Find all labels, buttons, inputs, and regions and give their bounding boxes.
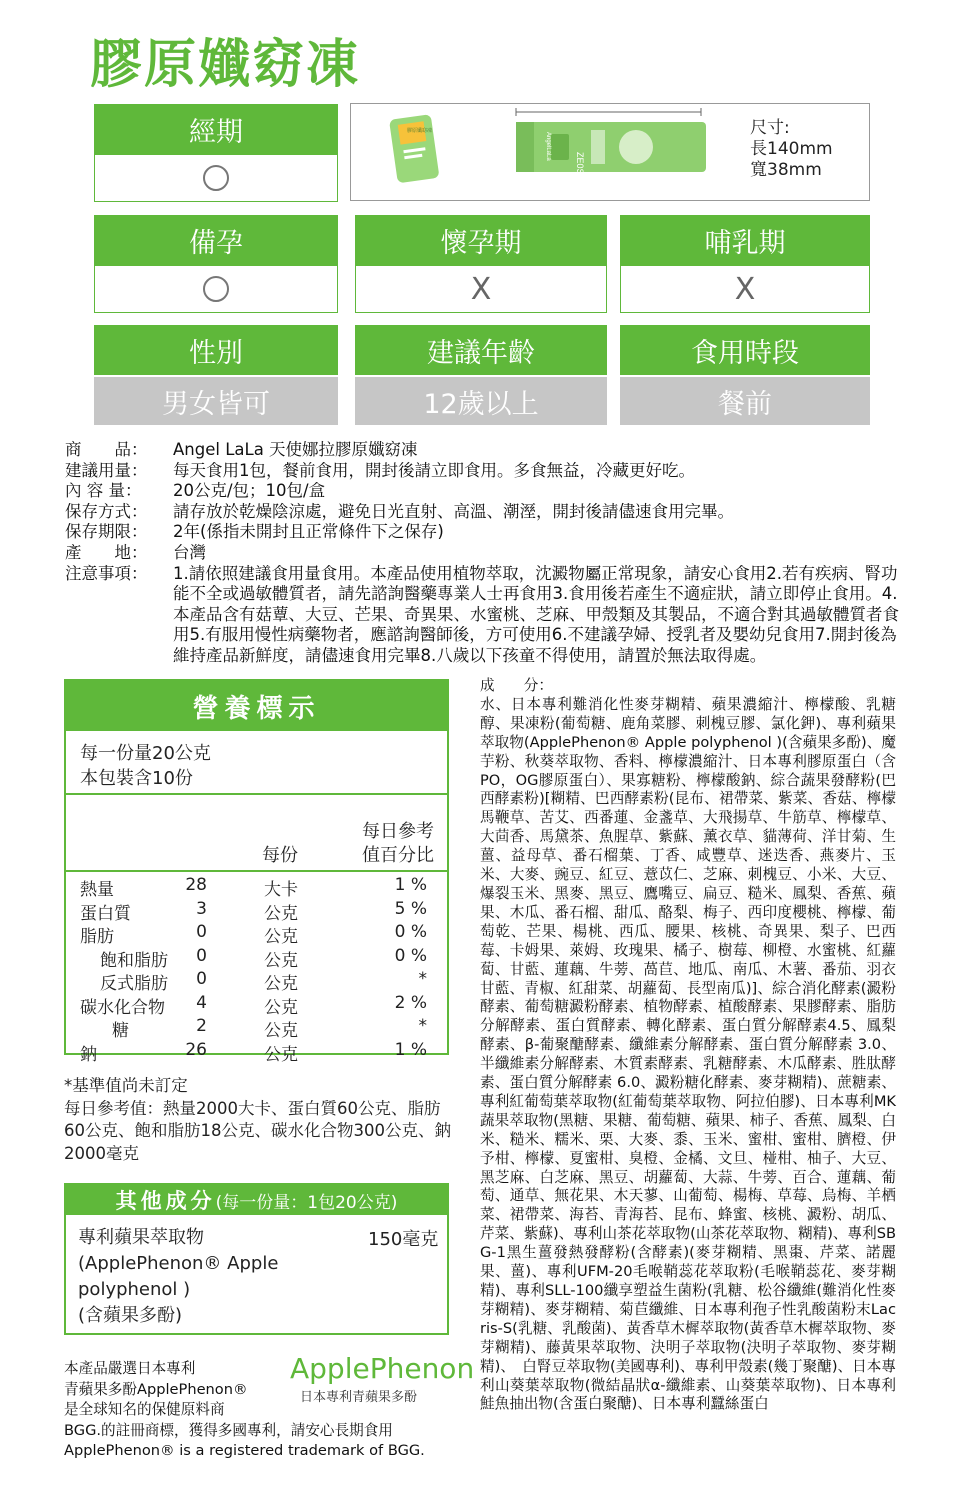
applephenon-logo-subtitle: 日本專利青蘋果多酚 (300, 1390, 418, 1405)
applephenon-logo: ApplePhenon (290, 1352, 475, 1385)
pregnancy-label: 懷孕期 (355, 215, 607, 265)
size-length: 長140mm (750, 139, 833, 159)
jelly-pouch-shape (516, 122, 706, 172)
pregnancy-value: X (355, 265, 607, 313)
other-ingredients-table (64, 1183, 449, 1335)
product-info (65, 440, 905, 667)
size-width: 寬38mm (750, 160, 822, 180)
info-row-product: 商 品： Angel LaLa 天使娜拉膠原孅窈凍 (65, 440, 418, 459)
col-daily-1: 每日參考 (362, 821, 434, 842)
nutrition-row: 飽和脂肪 0 公克 0 % (100, 945, 427, 971)
timing-value: 餐前 (620, 377, 870, 425)
stick-label-text: 膠原孅窈凍 (407, 128, 433, 134)
nutrition-notes (64, 1075, 459, 1165)
nutrition-row: 脂肪 0 公克 0 % (80, 922, 427, 947)
package-name-text: ZE0S (575, 152, 585, 175)
servings-per-package: 本包裝含10份 (80, 768, 193, 789)
package-brand-text: AngelLaLa (545, 132, 551, 161)
size-info (750, 118, 833, 181)
nutrition-row: 蛋白質 3 公克 5 % (80, 898, 427, 924)
nutrition-row: 碳水化合物 4 公克 2 % (80, 992, 427, 1018)
lactation-label: 哺乳期 (620, 215, 870, 265)
other-title: 其他成分 (每一份量：1包20公克) (66, 1185, 447, 1215)
page-title: 膠原孅窈凍 (90, 35, 361, 95)
gender-value: 男女皆可 (94, 377, 338, 425)
ingredients-text: 水、日本專利難消化性麥芽糊精、蘋果濃縮汁、檸檬酸、乳糖醇、果凍粉(葡萄糖、鹿角菜膠、刺槐豆膠、氯化鉀)、專利蘋果萃取物(ApplePhenon® Apple polyphenol )(含蘋果多酚)、魔芋粉、秋葵萃取物、香料、檸檬濃縮汁、日本專利膠原蛋白（含PO，OG膠原蛋白）、果寡糖粉、檸檬酸鈉、綜合蔬果發酵粉(巴西酵素粉)[糊精、巴西酵素粉(昆布、裙帶菜、紫菜、香菇、檸檬馬鞭草、苦艾、西番蓮、金盞草、大飛揚草、牛筋草、檸檬草、大茴香、馬黛茶、魚腥草、紫蘇、薰衣草、貓薄荷、洋甘菊、生薑、益母草、番石榴葉、丁香、咸豐草、迷迭香、燕麥片、玉米、大麥、豌豆、紅豆、薏苡仁、芝麻、刺槐豆、小米、大豆、爆裂玉米、黑麥、黑豆、鷹嘴豆、扁豆、糙米、鳳梨、香蕉、蘋果、木瓜、番石榴、甜瓜、酪梨、梅子、西印度櫻桃、檸檬、葡萄乾、芒果、楊桃、西瓜、腰果、核桃、奇異果、梨子、巴西莓、卡姆果、萊姆、玫瑰果、橘子、樹莓、柳橙、水蜜桃、紅蘿蔔、甘藍、蓮藕、牛蒡、萵苣、地瓜、南瓜、木薯、番茄、羽衣甘藍、青椒、紅甜菜、胡蘿蔔、長型南瓜)]、綜合消化酵素(澱粉酵素、葡萄糖澱粉酵素、植物酵素、植酸酵素、果膠酵素、脂肪分解酵素、蛋白質酵素、轉化酵素、蛋白質分解酵素4.5、鳳梨酵素、β-葡聚醣酵素、纖維素分解酵素、蛋白質分解酵素 3.0、半纖維素分解酵素、木質素酵素、乳糖酵素、木瓜酵素、胜肽酵素、蛋白質分解酵素 6.0、澱粉糖化酵素、麥芽糊精)、蔗糖素、專利紅葡萄葉萃取物(紅葡萄葉萃取物、阿拉伯膠)、日本專利MK蔬果萃取物(黑糖、果糖、葡萄糖、蘋果、柿子、香蕉、鳳梨、白米、糙米、糯米、栗、大麥、黍、玉米、蜜柑、蜜柑、臍橙、伊予柑、檸檬、夏蜜柑、臭橙、金橘、文旦、椪柑、柚子、大豆、黑芝麻、白芝麻、黑豆、胡蘿蔔、大蒜、牛蒡、百合、蓮藕、葡萄、通草、無花果、木天蓼、山葡萄、楊梅、草莓、烏梅、羊栖菜、裙帶菜、海苔、青海苔、昆布、蜂蜜、核桃、澱粉、胡瓜、芹菜、紫蘇)、專利山茶花萃取物(山茶花萃取物、糊精)、專利SBG-1黑生薑發熱發酵粉(含酵素)(麥芽糊精、黑棗、芹菜、諾麗果、薑)、專利UFM-20毛喉鞘蕊花萃取粉(毛喉鞘蕊花、麥芽糊精)、專利SLL-100纖享塑益生菌粉(乳糖、松谷纖維(難消化性麥芽糊精)、麥芽糊精、菊苣纖維、日本專利孢子性乳酸菌粉末Lacris-S(乳糖、乳酸菌)、黃香草木樨萃取物(黃香草木樨萃取物、麥芽糊精)、藤黃果萃取物、決明子萃取物(決明子萃取物、麥芽糊精)、 白腎豆萃取物(美國專利)、專利甲殼素(幾丁聚醣)、日本專利山葵葉萃取物(微結晶狀α-纖維素、山葵葉萃取物)、日本專利鮭魚抽出物(含蛋白聚醣)、日本專利蠶絲蛋白 (480, 695, 896, 1413)
applephenon-note: 本產品嚴選日本專利 青蘋果多酚ApplePhenon® 是全球知名的保健原料商 BGG.的註冊商標，獲得多國專利，請安心長期食用 ApplePhenon® is a registered trademark of BGG. (64, 1360, 425, 1459)
nutrition-row: 反式脂肪 0 公克 * (100, 969, 427, 994)
info-row-shelf-life: 保存期限： 2年(係指未開封且正常條件下之保存) (65, 522, 444, 542)
timing-label: 食用時段 (620, 325, 870, 375)
nutrition-row: 糖 2 公克 * (112, 1016, 427, 1041)
menstrual-label: 經期 (94, 104, 338, 154)
nutrition-row: 熱量 28 大卡 1 % (80, 875, 427, 900)
other-item-name: 專利蘋果萃取物 (ApplePhenon® Apple polyphenol ) (含蘋果多酚) (78, 1227, 279, 1326)
suitable-icon (203, 276, 229, 302)
nutrition-title: 營養標示 (66, 681, 447, 731)
other-item-amount: 150毫克 (368, 1229, 439, 1250)
info-row-origin: 產 地： 台灣 (65, 542, 206, 562)
nutrition-table (64, 679, 449, 1065)
info-row-usage: 建議用量： 每天食用1包，餐前食用，開封後請立即食用。多食無益，冷藏更好吃。 (65, 460, 695, 480)
suitable-icon (203, 165, 229, 191)
size-label: 尺寸: (750, 118, 790, 138)
info-row-storage: 保存方式： 請存放於乾燥陰涼處，避免日光直射、高溫、潮溼，開封後請儘速食用完畢。 (65, 501, 734, 521)
prep-pregnancy-value (94, 265, 338, 313)
gender-label: 性別 (94, 325, 338, 375)
lactation-value: X (620, 265, 870, 313)
daily-reference-note: 每日參考值：熱量2000大卡、蛋白質60公克、脂肪60公克、飽和脂肪18公克、碳水化合物300公克、鈉2000毫克 (64, 1098, 451, 1163)
info-row-precautions: 注意事項： 1.請依照建議食用量食用。本產品使用植物萃取，沈澱物屬正常現象，請安心食用2.若有疾病、腎功能不全或過敏體質者，請先諮詢醫藥專業人士再食用3.食用後若產生不適症狀，請立即停止食用。4.本產品含有菇蕈、大豆、芒果、奇異果、水蜜桃、芝麻、甲殼類及其製品，不適合對其過敏體質者食用5.有服用慢性病藥物者，應諮詢醫師後，方可使用6.不建議孕婦、授乳者及嬰幼兒食用7.開封後為維持產品新鮮度，請儘速食用完畢8.八歲以下孩童不得使用，請置於無法取得處。 (65, 563, 899, 665)
prep-pregnancy-label: 備孕 (94, 215, 338, 265)
nutrition-row: 鈉 26 公克 1 % (80, 1039, 427, 1065)
col-daily-2: 值百分比 (362, 845, 434, 866)
serving-size: 每一份量20公克 (80, 743, 211, 764)
star-note: *基準值尚未訂定 (64, 1076, 188, 1095)
age-value: 12歲以上 (355, 377, 607, 425)
ingredients-label: 成 分： (480, 677, 553, 694)
info-row-content: 內 容 量： 20公克/包；10包/盒 (65, 481, 326, 501)
ingredients (480, 677, 896, 1414)
age-label: 建議年齡 (355, 325, 607, 375)
menstrual-value (94, 154, 338, 202)
col-per-serving: 每份 (262, 845, 298, 866)
